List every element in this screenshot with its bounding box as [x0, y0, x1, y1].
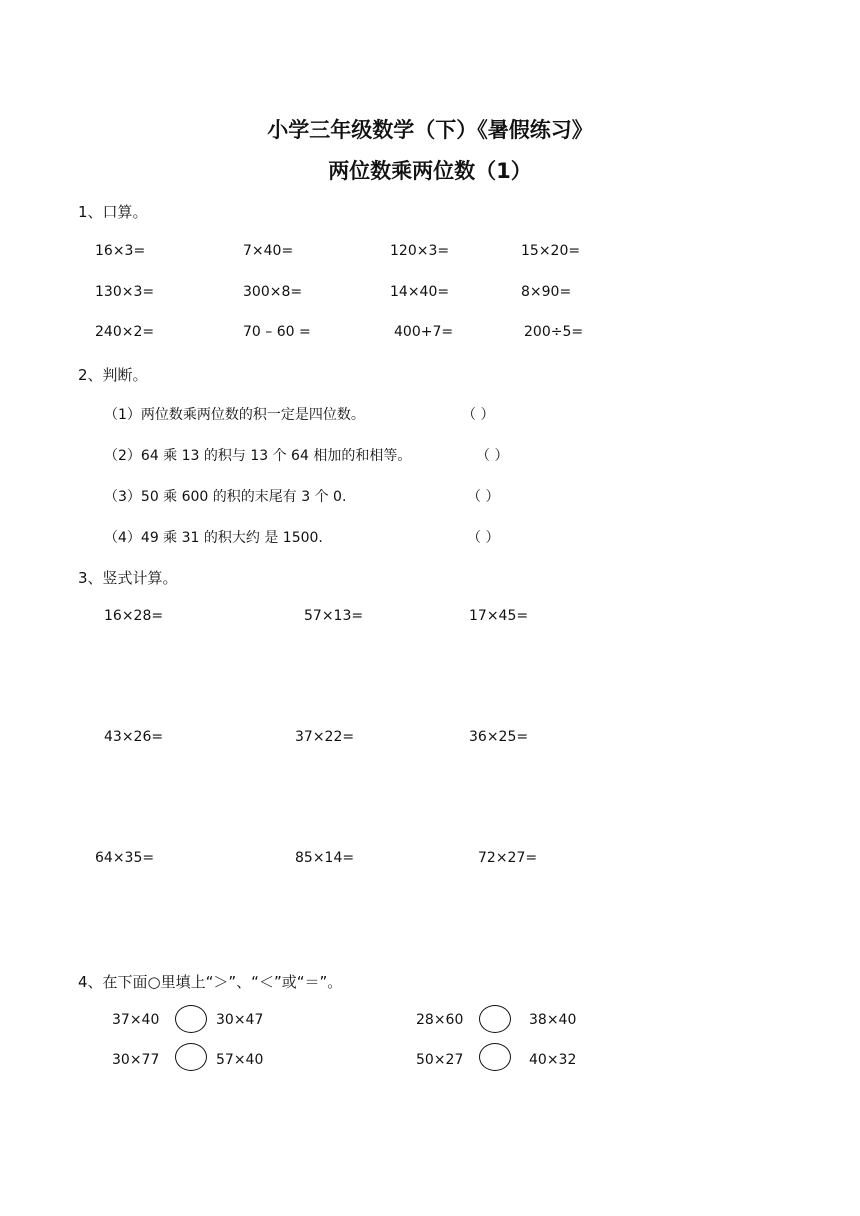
oral-problem: 15×20= [521, 243, 581, 259]
judgment-statement: （1）两位数乘两位数的积一定是四位数。 [104, 407, 365, 423]
section-1-heading: 1、口算。 [78, 203, 148, 221]
compare-right-expression: 40×32 [529, 1052, 577, 1068]
page-title: 小学三年级数学（下）《暑假练习》 [267, 118, 593, 142]
compare-left-expression: 50×27 [416, 1052, 464, 1068]
section-4-heading: 4、在下面○里填上“＞”、“＜”或“＝”。 [78, 973, 343, 991]
oral-problem: 130×3= [95, 284, 155, 300]
section-2-heading: 2、判断。 [78, 366, 148, 384]
judgment-statement: （2）64 乘 13 的积与 13 个 64 相加的和相等。 [104, 448, 412, 464]
oral-problem: 14×40= [390, 284, 450, 300]
vertical-calc-problem: 37×22= [295, 729, 355, 745]
vertical-calc-problem: 17×45= [469, 608, 529, 624]
vertical-calc-problem: 64×35= [95, 850, 155, 866]
oral-problem: 8×90= [521, 284, 572, 300]
answer-parentheses[interactable]: （ ） [467, 489, 500, 505]
vertical-calc-problem: 57×13= [304, 608, 364, 624]
oral-problem: 300×8= [243, 284, 303, 300]
compare-right-expression: 57×40 [216, 1052, 264, 1068]
answer-parentheses[interactable]: （ ） [462, 407, 495, 423]
oral-problem: 400+7= [394, 324, 454, 340]
vertical-calc-problem: 16×28= [104, 608, 164, 624]
oral-problem: 7×40= [243, 243, 294, 259]
vertical-calc-problem: 43×26= [104, 729, 164, 745]
compare-right-expression: 38×40 [529, 1012, 577, 1028]
oral-problem: 16×3= [95, 243, 146, 259]
compare-circle[interactable] [479, 1005, 511, 1033]
section-3-heading: 3、竖式计算。 [78, 569, 178, 587]
judgment-statement: （3）50 乘 600 的积的末尾有 3 个 0. [104, 489, 347, 505]
page-subtitle: 两位数乘两位数（1） [328, 159, 532, 183]
oral-problem: 240×2= [95, 324, 155, 340]
compare-left-expression: 37×40 [112, 1012, 160, 1028]
vertical-calc-problem: 85×14= [295, 850, 355, 866]
vertical-calc-problem: 36×25= [469, 729, 529, 745]
compare-circle[interactable] [479, 1043, 511, 1071]
answer-parentheses[interactable]: （ ） [467, 530, 500, 546]
compare-right-expression: 30×47 [216, 1012, 264, 1028]
answer-parentheses[interactable]: （ ） [476, 448, 509, 464]
oral-problem: 120×3= [390, 243, 450, 259]
judgment-statement: （4）49 乘 31 的积大约 是 1500. [104, 530, 323, 546]
vertical-calc-problem: 72×27= [478, 850, 538, 866]
compare-circle[interactable] [175, 1043, 207, 1071]
oral-problem: 200÷5= [524, 324, 584, 340]
compare-left-expression: 28×60 [416, 1012, 464, 1028]
compare-circle[interactable] [175, 1005, 207, 1033]
oral-problem: 70 – 60 = [243, 324, 311, 340]
compare-left-expression: 30×77 [112, 1052, 160, 1068]
